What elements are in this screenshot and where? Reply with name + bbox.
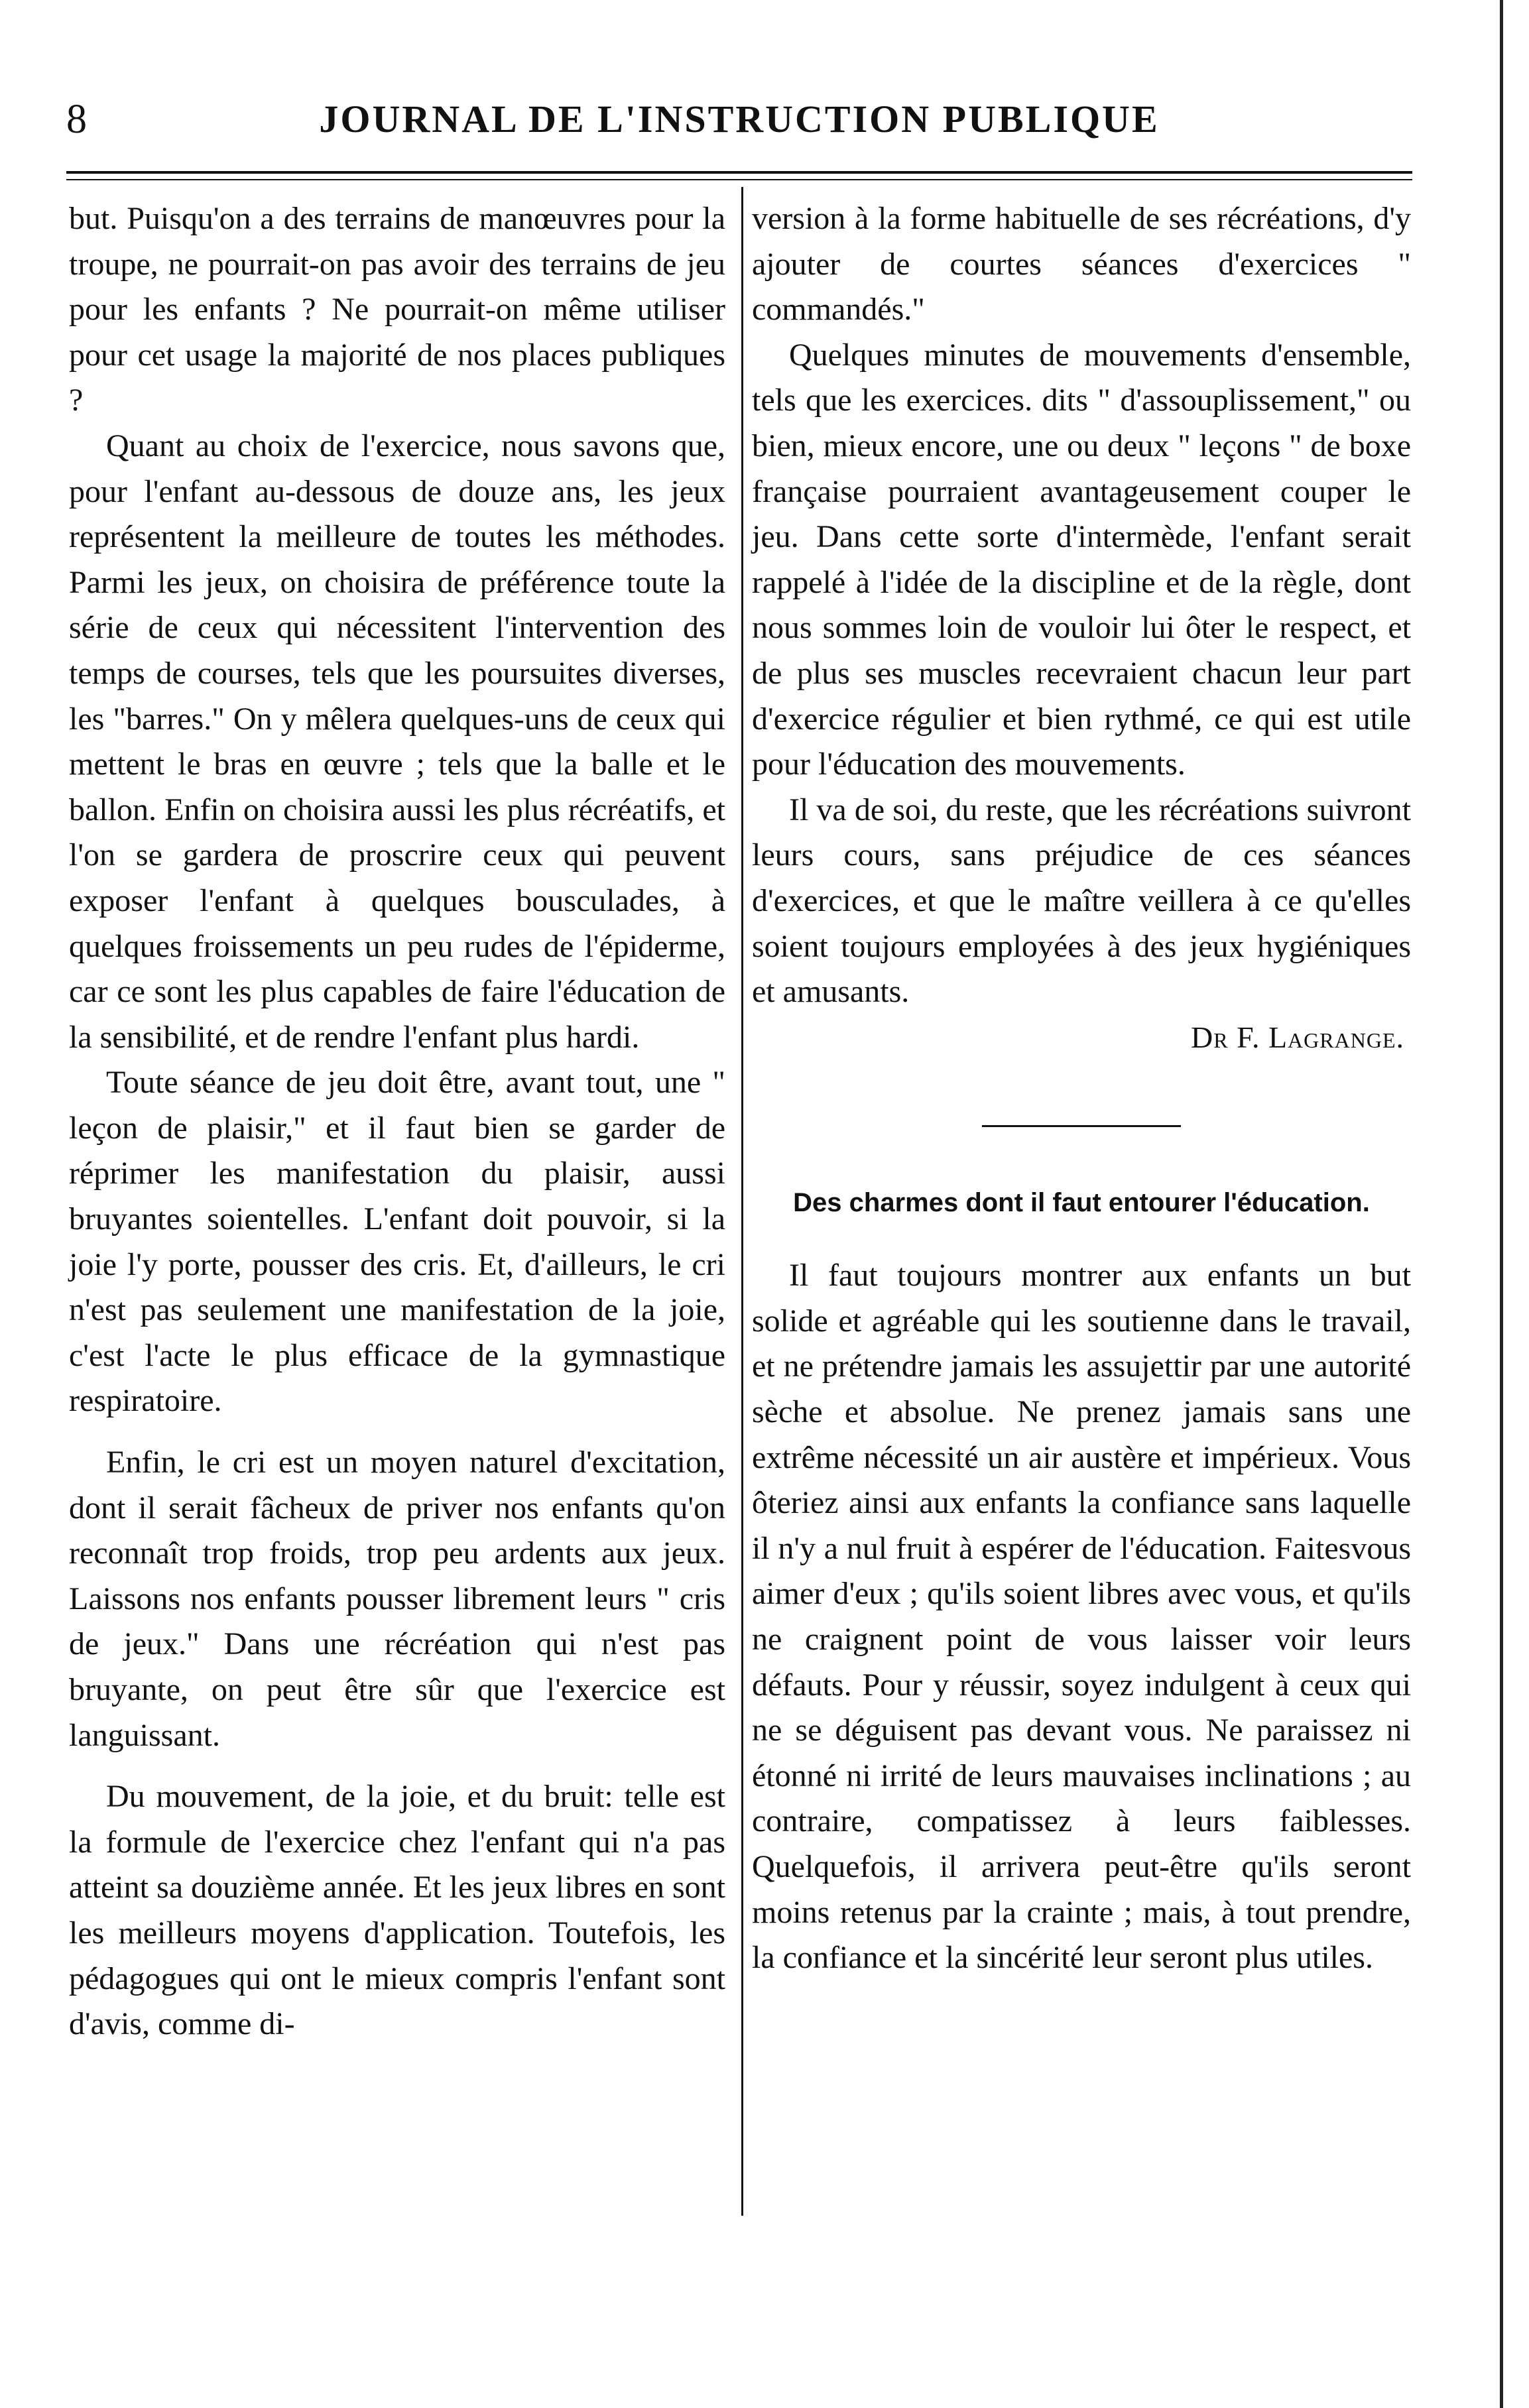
section-divider [982,1125,1181,1127]
journal-title: JOURNAL DE L'INSTRUCTION PUBLIQUE [319,97,1160,141]
page-edge-line [1500,0,1503,2408]
page-number: 8 [66,97,87,142]
paragraph: Toute séance de jeu doit être, avant tout, une " leçon de plaisir," et il faut bien se garder de réprimer les manifestation du plaisir, aussi bruyantes soientelles. L'enfant doit pouvoir, si la joie l'y porte, pousser des cris. Et, d'ailleurs, le cri n'est pas seulement une manifestation de la joie, c'est l'acte le plus efficace de la gymnastique respiratoire. [69,1065,725,1419]
paragraph: Il faut toujours montrer aux enfants un but solide et agréable qui les soutienne dans le travail, et ne prétendre jamais les assujettir par une autorité sèche et absolue. Ne prenez jamais sans une extrême nécessité un air austère et impérieux. Vous ôteriez ainsi aux enfants la confiance sans laquelle il n'y a nul fruit à espérer de l'éducation. Faitesvous aimer d'eux ; qu'ils soient libres avec vous, et qu'ils ne craignent point de vous laisser voir leurs défauts. Pour y réussir, soyez indulgent à ceux qui ne se déguisent pas devant vous. Ne paraissez ni étonné ni irrité de leurs mauvaises inclinations ; au contraire, compatissez à leurs faiblesses. Quelquefois, il arrivera peut-être qu'ils seront moins retenus par la crainte ; mais, à tout prendre, la confiance et la sincérité leur seront plus utiles. [752,1258,1411,1976]
paragraph: Enfin, le cri est un moyen naturel d'excitation, dont il serait fâcheux de priver nos enfants qu'on reconnaît trop froids, trop peu ardents aux jeux. Laissons nos enfants pousser librement leurs " cris de jeux." Dans une récréation qui n'est pas bruyante, on peut être sûr que l'exercice est languissant. [69,1445,725,1753]
left-column [69,196,725,2047]
author-signature: Dr F. Lagrange. [1191,1020,1404,1054]
paragraph: Du mouvement, de la joie, et du bruit: telle est la formule de l'exercice chez l'enfant qui n'a pas atteint sa douzième année. Et les jeux libres en sont les meilleurs moyens d'application. Toutefois, les pédagogues qui ont le mieux compris l'enfant sont d'avis, comme di- [69,1779,725,2042]
paragraph: version à la forme habituelle de ses récréations, d'y ajouter de courtes séances d'exercices " commandés." [752,201,1411,328]
paragraph: Quant au choix de l'exercice, nous savons que, pour l'enfant au-dessous de douze ans, les jeux représentent la meilleure de toutes les méthodes. Parmi les jeux, on choisira de préférence toute la série de ceux qui nécessitent l'intervention des temps de courses, tels que les poursuites diverses, les "barres." On y mêlera quelques-uns de ceux qui mettent le bras en œuvre ; tels que la balle et le ballon. Enfin on choisira aussi les plus récréatifs, et l'on se gardera de proscrire ceux qui peuvent exposer l'enfant à quelques bousculades, à quelques froissements un peu rudes de l'épiderme, car ce sont les plus capables de faire l'éducation de la sensibilité, et de rendre l'enfant plus hardi. [69,428,725,1055]
paragraph: Il va de soi, du reste, que les récréations suivront leurs cours, sans préjudice de ces séances d'exercices, et que le maître veillera à ce qu'elles soient toujours employées à des jeux hygiéniques et amusants. [752,792,1411,1010]
column-divider [741,187,743,2216]
header-rule [66,171,1412,174]
section-title: Des charmes dont il faut entourer l'éducation. [793,1188,1370,1218]
page-header [66,86,1412,152]
paragraph: but. Puisqu'on a des terrains de manœuvres pour la troupe, ne pourrait-on pas avoir des terrains de jeu pour les enfants ? Ne pourrait-on même utiliser pour cet usage la majorité de nos places publiques ? [69,201,725,418]
header-rule-thin [66,179,1412,180]
paragraph: Quelques minutes de mouvements d'ensemble, tels que les exercices. dits " d'assouplissement," ou bien, mieux encore, une ou deux " leçons " de boxe française pourraient avantageusement couper le jeu. Dans cette sorte d'intermède, l'enfant serait rappelé à l'idée de la discipline et de la règle, dont nous sommes loin de vouloir lui ôter le respect, et de plus ses muscles recevraient chacun leur part d'exercice régulier et bien rythmé, ce qui est utile pour l'éducation des mouvements. [752,337,1411,782]
right-column [752,196,1411,1981]
